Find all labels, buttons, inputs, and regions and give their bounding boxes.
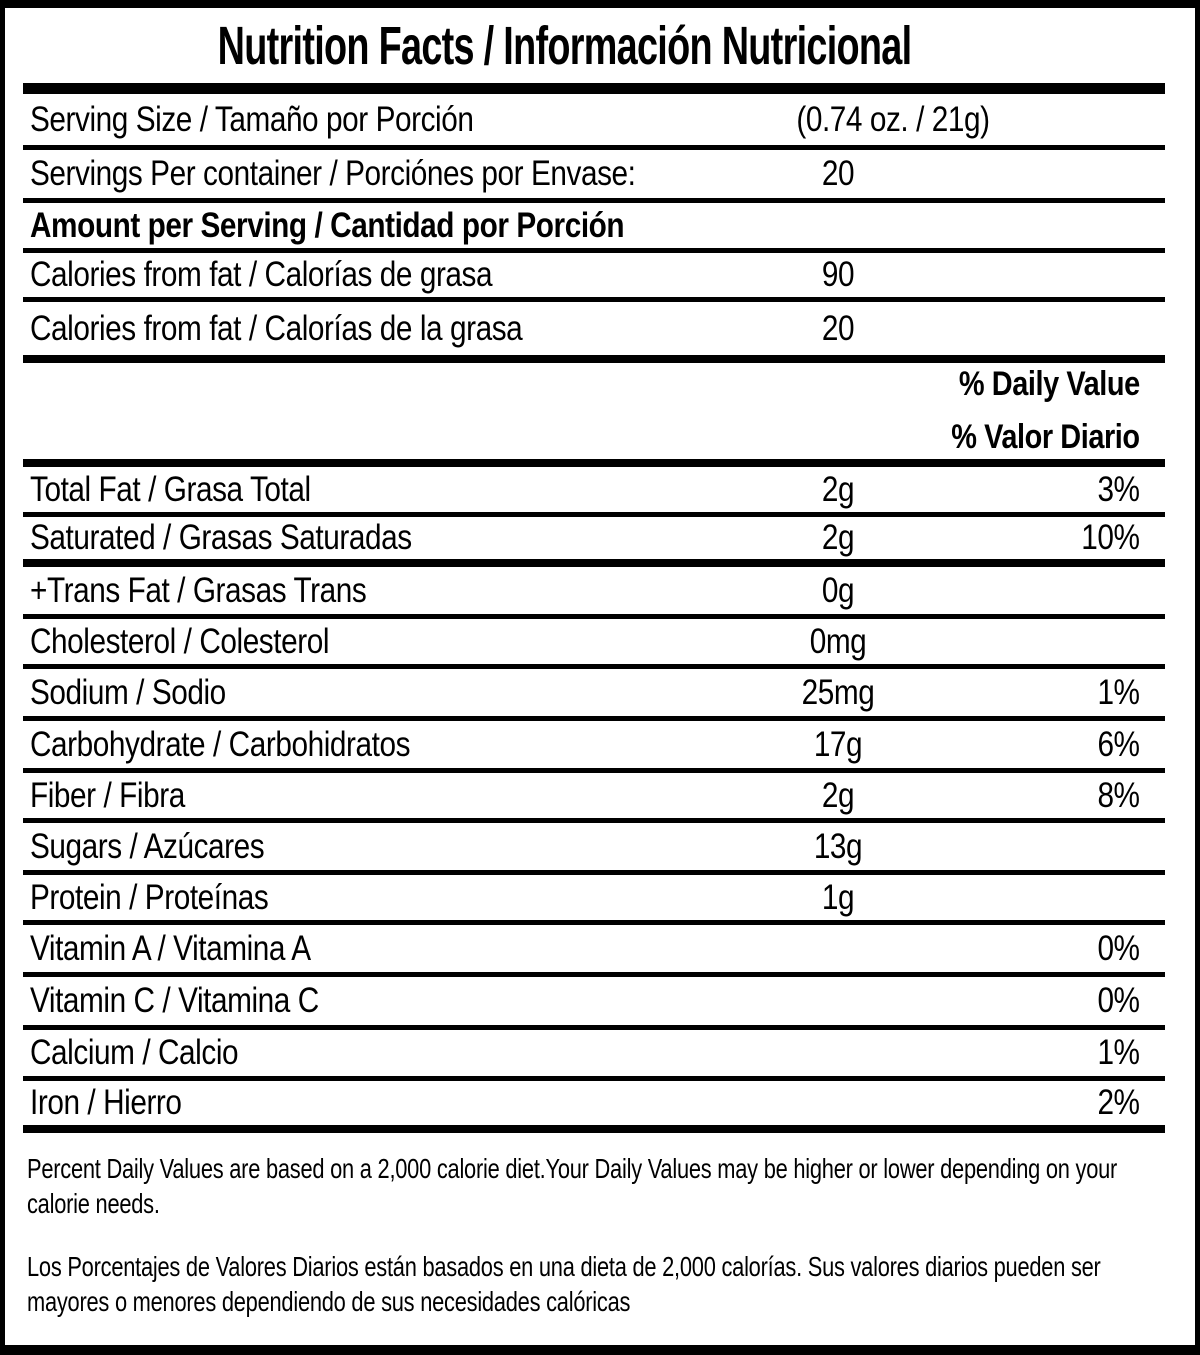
title-bar [5, 8, 1195, 83]
amount-per-serving-label: Amount per Serving / Cantidad por Porción [30, 205, 625, 245]
servings-per-container-value: 20 [821, 154, 855, 193]
nutrient-value: 2g [821, 775, 855, 815]
row-serving-size [23, 94, 1165, 150]
label-body [23, 83, 1165, 1133]
nutrient-label: Carbohydrate / Carbohidratos [30, 724, 411, 764]
nutrient-label: Saturated / Grasas Saturadas [30, 518, 412, 557]
nutrient-label: Sugars / Azúcares [30, 826, 265, 866]
row-calories [23, 253, 1165, 302]
nutrient-value: 1g [821, 877, 855, 917]
daily-value-header-es: % Valor Diario [951, 418, 1140, 456]
footnotes [5, 1133, 1195, 1319]
row-sugars [23, 823, 1165, 875]
row-total-fat [23, 467, 1165, 517]
calories-label: Calories from fat / Calorías de grasa [30, 255, 493, 294]
row-cholesterol [23, 619, 1165, 669]
title-divider-bar [23, 83, 1165, 94]
row-protein [23, 875, 1165, 925]
row-saturated-fat [23, 517, 1165, 567]
footnote-spanish: Los Porcentajes de Valores Diarios están basados en una dieta de 2,000 calorías. Sus valores diarios pueden ser mayores o menores dependiendo de sus necesidades calóricas [27, 1251, 1101, 1317]
nutrient-label: Protein / Proteínas [30, 877, 269, 917]
nutrient-percent: 6% [1097, 724, 1140, 764]
row-vitamin-c [23, 977, 1165, 1030]
nutrient-label: Vitamin C / Vitamina C [30, 981, 319, 1020]
servings-per-container-label: Servings Per container / Porciónes por Envase: [30, 154, 636, 193]
row-calcium [23, 1030, 1165, 1081]
nutrient-value: 0mg [809, 621, 867, 661]
nutrient-percent: 1% [1097, 672, 1140, 712]
nutrient-label: Total Fat / Grasa Total [30, 469, 311, 509]
calories-value: 90 [821, 255, 855, 294]
row-fiber [23, 773, 1165, 823]
nutrient-value: 0g [821, 570, 855, 610]
calories-from-fat-label: Calories from fat / Calorías de la grasa [30, 308, 523, 348]
nutrient-value: 2g [821, 469, 855, 509]
nutrient-label: Vitamin A / Vitamina A [30, 928, 311, 968]
nutrient-percent: 8% [1097, 775, 1140, 815]
nutrient-percent: 10% [1081, 518, 1140, 557]
nutrient-label: Iron / Hierro [30, 1083, 182, 1122]
nutrient-label: Fiber / Fibra [30, 775, 185, 815]
nutrient-value: 25mg [801, 672, 875, 712]
nutrient-value: 2g [821, 518, 855, 557]
nutrient-percent: 0% [1097, 928, 1140, 968]
row-trans-fat [23, 567, 1165, 619]
nutrient-label: +Trans Fat / Grasas Trans [30, 570, 367, 610]
serving-size-value: (0.74 oz. / 21g) [796, 99, 990, 139]
nutrient-percent: 2% [1097, 1083, 1140, 1122]
daily-value-header-en: % Daily Value [959, 365, 1140, 403]
row-servings-per-container [23, 150, 1165, 203]
label-title: Nutrition Facts / Información Nutricional [218, 15, 912, 76]
serving-size-label: Serving Size / Tamaño por Porción [30, 99, 474, 139]
row-iron [23, 1081, 1165, 1133]
nutrient-value: 13g [813, 826, 863, 866]
row-amount-per-serving-header [23, 203, 1165, 253]
nutrient-percent: 0% [1097, 981, 1140, 1020]
row-vitamin-a [23, 925, 1165, 977]
calories-from-fat-value: 20 [821, 308, 855, 348]
nutrient-label: Sodium / Sodio [30, 672, 226, 712]
nutrient-label: Calcium / Calcio [30, 1033, 239, 1072]
row-calories-from-fat [23, 302, 1165, 363]
row-carbohydrate [23, 721, 1165, 773]
nutrient-percent: 3% [1097, 469, 1140, 509]
daily-value-header [23, 363, 1165, 467]
nutrient-label: Cholesterol / Colesterol [30, 621, 330, 661]
nutrient-percent: 1% [1097, 1033, 1140, 1072]
nutrient-value: 17g [813, 724, 863, 764]
footnote-english: Percent Daily Values are based on a 2,000 calorie diet.Your Daily Values may be higher or lower depending on your calorie needs. [27, 1153, 1118, 1219]
row-sodium [23, 669, 1165, 721]
